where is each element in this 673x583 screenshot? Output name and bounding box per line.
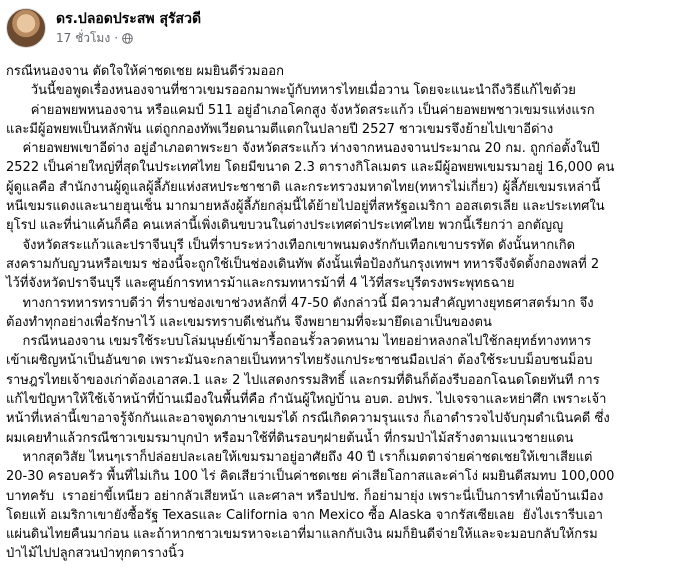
post-text-line: แผ่นดินไทยคืนมาก่อน และถ้าหากชาวเขมรหาจะเอาที่มาแลกกับเงิน ผมก็ยินดีจ่ายให้และจะมอบกลับให้กรม [6,527,598,543]
post-text-line: หน้าที่เหล่านี้เขาอาจรู้จักกันและอาจพูดภาษาเขมรได้ กรณีเกิดความรุนแรง ก็เอาตำรวจไปจับกุมดำเนินคดี ซึ่ง [6,411,610,427]
post-text-line: ค่ายอพยพเขาอีด่าง อยู่อำเภอตาพระยา จังหวัดสระแก้ว ห่างจากหนองจานประมาณ 20 กม. ถูกก่อตั้งในปี [6,141,600,157]
author-avatar[interactable] [6,8,46,48]
post-text-line: บาทครับ เราอย่าขี้เหนียว อย่ากลัวเสียหน้า และศาลฯ หรือปปช. ก็อย่ามายุ่ง เพราะนี่เป็นการทำเพื่อบ้านเมือง [6,488,604,504]
post-text-line: ผมเคยทำแล้วกรณีชาวเขมรมาบุกป่า หรือมาใช้ที่ดินรอบๆฝายต้นน้ำ ที่กรมป่าไม้สร้างตามแนวชายแดน [6,430,574,446]
post-text-line: กรณีหนองจาน เขมรใช้ระบบโล่มนุษย์เข้ามารื้อถอนรั้วลวดหนาม ไทยอย่าหลงกลไปใช้กลยุทธ์ทางทหาร [6,334,592,350]
post-meta [56,10,201,46]
post-text-line: จังหวัดสระแก้วและปราจีนบุรี เป็นที่ราบระหว่างเทือกเขาพนมดงรักกับเทือกเขาบรรทัด ดังนั้นหากเกิด [6,237,576,253]
post-text-line: เข้าเผชิญหน้าเป็นอันขาด เพราะมันจะกลายเป็นทหารไทยรังแกประชาชนมือเปล่า ต้องใช้ระบบม็อบชนม็อบ [6,353,593,369]
post-text-line: ทางการทหารทราบดีว่า ที่ราบช่องเขาช่วงหลักที่ 47-50 ดังกล่าวนี้ มีความสำคัญทางยุทธศาสตร์มาก จึง [6,295,594,311]
post-text-line: ต้องทำทุกอย่างเพื่อรักษาไว้ และเขมรทราบดีเช่นกัน จึงพยายามที่จะมายึดเอาเป็นของตน [6,314,492,330]
post-text-line: หนีเขมรแดงและนายฮุนเซ็น มากมายหลังผู้ลี้ภัยกลุ่มนี้ได้ย้ายไปอยู่ที่สหรัฐอเมริกา ออสเตรเลีย และประเทศใน [6,199,605,215]
post-text-line: ไว้ที่จังหวัดปราจีนบุรี และศูนย์การทหารม้าและกรมทหารม้าที่ 4 ไว้ที่สระบุรีตรงพระพุทธฉาย [6,276,515,292]
post-text-line: กรณีหนองจาน ตัดใจให้ค่าชดเชย ผมยินดีร่วมออก [6,64,284,79]
post-text-line: ผู้ดูแลคือ สำนักงานผู้ดูแลผู้ลี้ภัยแห่งสหประชาชาติ และกระทรวงมหาดไทย(ทหารไม่เกี่ยว) ผู้ลี้ภัยเขมรเหล่านี้ [6,179,601,195]
separator-dot: · [114,31,119,45]
author-name[interactable]: ดร.ปลอดประสพ สุรัสวดี [56,11,202,27]
post-text-line: 20-30 ครอบครัว พื้นที่ไม่เกิน 100 ไร่ คิดเสียว่าเป็นค่าชดเชย ค่าเสียโอกาสและค่าโง่ ผมยินดีสมทบ 100,000 [6,469,615,485]
post-text-line: ราษฎรไทยเจ้าของเก่าต้องเอาสค.1 และ 2 ไปแสดงกรรมสิทธิ์ และกรมที่ดินก็ต้องรีบออกโฉนดโดยทันที การ [6,372,600,388]
post-text-line: และมีผู้อพยพเป็นหลักพัน แต่ถูกกองทัพเวียดนามตีแตกในปลายปี 2527 ชาวเขมรจึงย้ายไปเขาอีด่าง [6,121,554,137]
post-text-line: วันนี้ขอพูดเรื่องหนองจานที่ชาวเขมรออกมาพะบู้กับทหารไทยเมื่อวาน โดยจะแนะนำถึงวิธีแก้ไขด้วย [6,83,576,99]
post-text-line: แก้ไขปัญหาให้ใช้เจ้าหน้าที่บ้านเมืองในพื้นที่คือ กำนันผู้ใหญ่บ้าน อบต. อปพร. ไปเจรจาและหย่าศึก เพราะเจ้า [6,392,607,408]
post-text-line: ป่าไม้ไปปลูกสวนป่าทุกตารางนิ้ว [6,546,185,562]
post-timestamp[interactable]: 17 ชั่วโมง [56,31,111,45]
post-text-line: สงครามกับญวนหรือเขมร ช่องนี้จะถูกใช้เป็นช่องเดินทัพ ดังนั้นเพื่อป้องกันกรุงเทพฯ ทหารจึงจัดตั้งกองพลที่ 2 [6,256,600,272]
post-text-line: หากสุดวิสัย ไหนๆเราก็ปล่อยปละเลยให้เขมรมาอยู่อาศัยถึง 40 ปี เราก็เมตตาจ่ายค่าชดเชยให้เขาเสียแต่ [6,449,593,465]
post-text-line: ยุโรป และที่น่าแค้นก็คือ คนเหล่านี้เพิ่งเดินขบวนในต่างประเทศด่าประเทศไทย พวกนี้เรียกว่า อกตัญญู [6,218,564,234]
post-text-line: ค่ายอพยพหนองจาน หรือแคมป์ 511 อยู่อำเภอโคกสูง จังหวัดสระแก้ว เป็นค่ายอพยพชาวเขมรแห่งแรก [6,102,595,118]
post-header [6,6,663,50]
post-body [6,62,663,564]
post-text-line: 2522 เป็นค่ายใหญ่ที่สุดในประเทศไทย โดยมีขนาด 2.3 ตารางกิโลเมตร และมีผู้อพยพเขมรมาอยู่ 16,000 คน [6,160,615,176]
post-subline [56,30,201,46]
globe-icon[interactable] [122,33,133,44]
post-text-line: โดยแท้ อเมริกาเขายังซื้อรัฐ Texasและ California จาก Mexico ซื้อ Alaska จากรัสเซียเลย ยังไงเรารีบเอา [6,507,603,523]
